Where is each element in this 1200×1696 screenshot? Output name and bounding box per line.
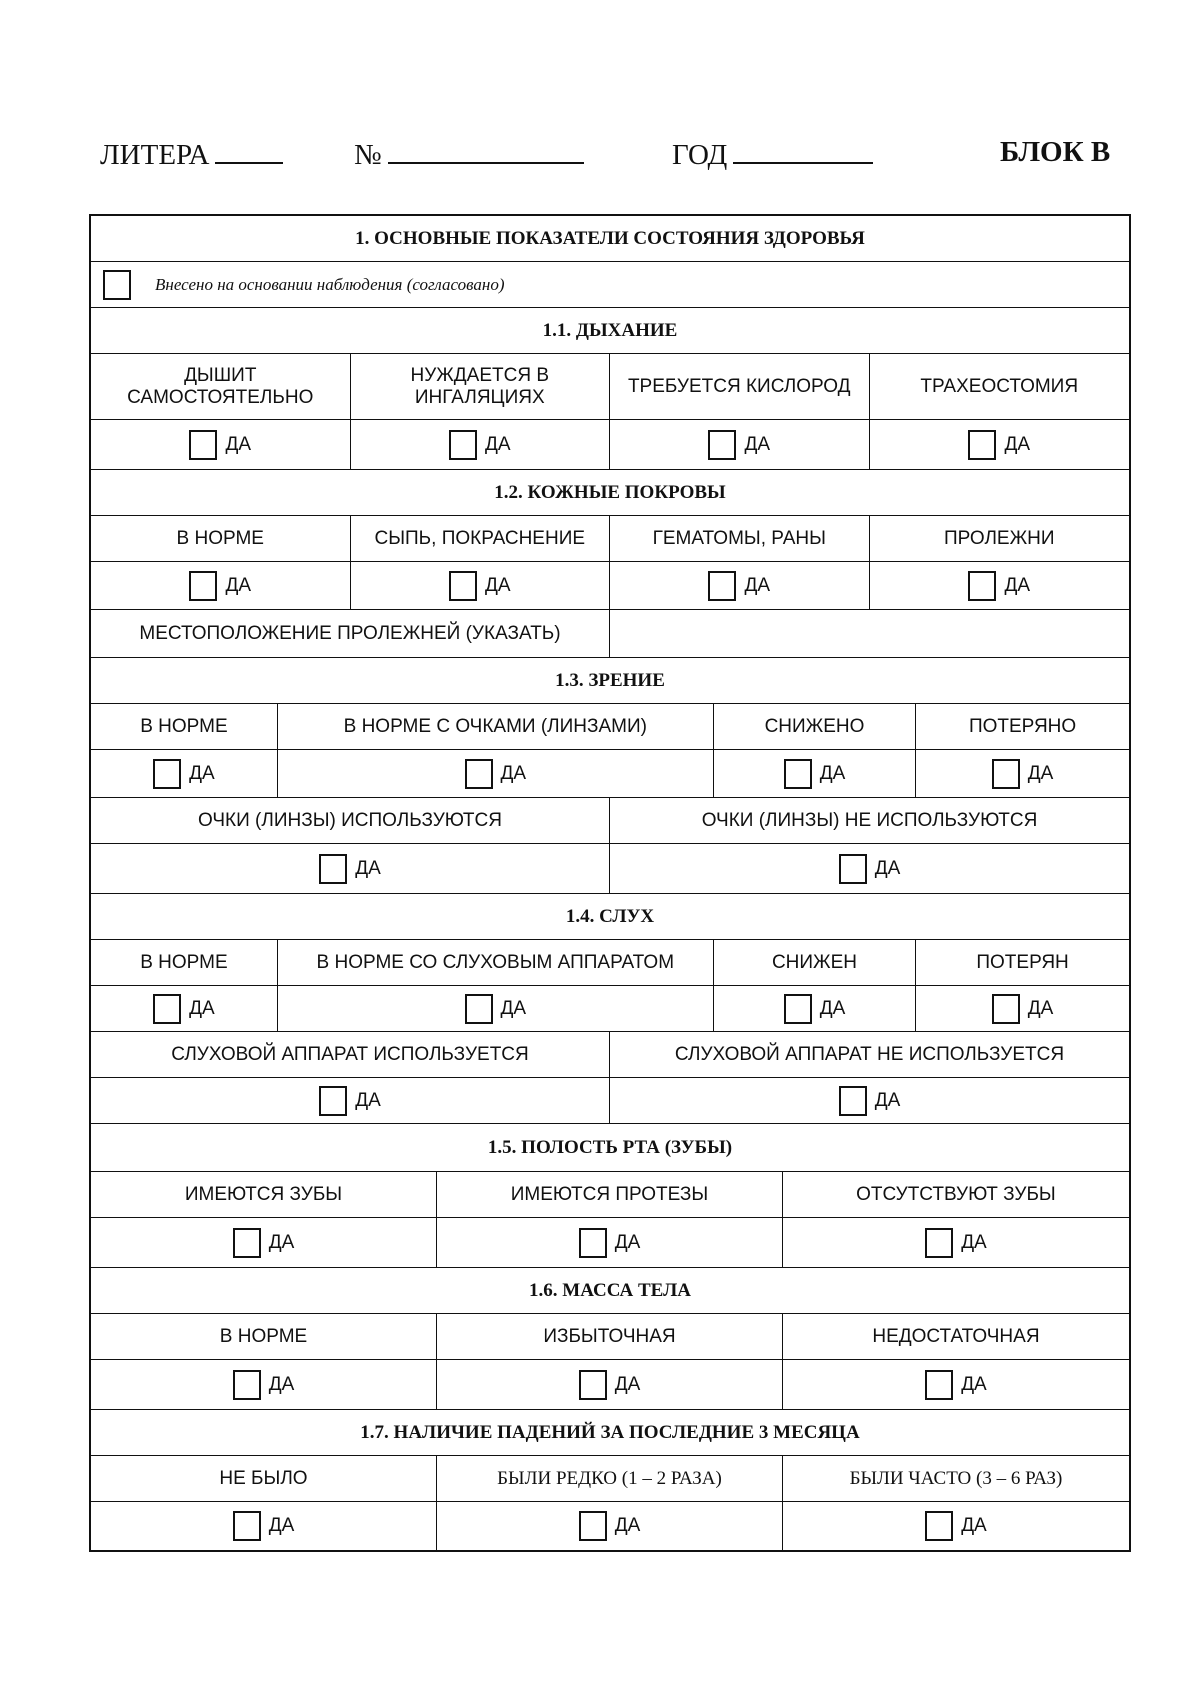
- checkbox-cell: [91, 1502, 437, 1550]
- checkbox[interactable]: [708, 430, 736, 460]
- hearing-title-row: [91, 894, 1129, 940]
- glasses-checkbox-row: [91, 844, 1129, 894]
- weight-option: НЕДОСТАТОЧНАЯ: [872, 1325, 1040, 1347]
- litera-input-line[interactable]: [215, 136, 283, 164]
- yes-label: ДА: [268, 1373, 295, 1395]
- hearing-option: ПОТЕРЯН: [976, 951, 1069, 973]
- yes-label: ДА: [874, 857, 901, 879]
- vision-title: 1.3. ЗРЕНИЕ: [555, 669, 665, 691]
- checkbox[interactable]: [708, 571, 736, 601]
- checkbox-cell: [91, 1078, 610, 1123]
- hearing-option: СНИЖЕН: [714, 940, 916, 985]
- hearing-checkbox-row: [91, 986, 1129, 1032]
- yes-label: ДА: [500, 997, 527, 1019]
- falls-options-row: [91, 1456, 1129, 1502]
- yes-label: ДА: [874, 1089, 901, 1111]
- checkbox[interactable]: [319, 854, 347, 884]
- checkbox[interactable]: [839, 1086, 867, 1116]
- checkbox-cell: [91, 562, 351, 609]
- breathing-option: ТРЕБУЕТСЯ КИСЛОРОД: [610, 354, 870, 419]
- checkbox-cell: [870, 420, 1130, 469]
- weight-option: ИЗБЫТОЧНАЯ: [437, 1314, 783, 1359]
- skin-option: ПРОЛЕЖНИ: [943, 527, 1055, 549]
- checkbox-cell: [437, 1218, 783, 1267]
- checkbox[interactable]: [233, 1228, 261, 1258]
- yes-label: ДА: [961, 1373, 987, 1395]
- observation-note-text: Внесено на основании наблюдения (согласовано): [155, 274, 505, 294]
- litera-field: [100, 136, 283, 172]
- vision-option: СНИЖЕНО: [714, 704, 916, 749]
- weight-option: В НОРМЕ: [91, 1314, 437, 1359]
- falls-title-row: [91, 1410, 1129, 1456]
- ulcer-location-row: [91, 610, 1129, 658]
- skin-option: В НОРМЕ: [91, 516, 351, 561]
- yes-label: ДА: [268, 1515, 295, 1537]
- falls-option: НЕ БЫЛО: [91, 1456, 437, 1501]
- yes-label: ДА: [225, 433, 252, 455]
- yes-label: ДА: [819, 762, 846, 784]
- glasses-usage-row: [91, 798, 1129, 844]
- number-input-line[interactable]: [388, 136, 584, 164]
- yes-label: ДА: [355, 1089, 381, 1111]
- hearing-option: В НОРМЕ: [91, 940, 278, 985]
- checkbox[interactable]: [925, 1228, 953, 1258]
- year-field: [672, 136, 873, 172]
- observation-checkbox[interactable]: [103, 270, 131, 300]
- skin-checkbox-row: [91, 562, 1129, 610]
- checkbox[interactable]: [784, 759, 812, 789]
- skin-title-row: [91, 470, 1129, 516]
- weight-checkbox-row: [91, 1360, 1129, 1410]
- checkbox[interactable]: [233, 1511, 261, 1541]
- section-title-row: [91, 216, 1129, 262]
- checkbox[interactable]: [465, 759, 493, 789]
- vision-option: ПОТЕРЯНО: [968, 715, 1077, 737]
- yes-label: ДА: [1004, 574, 1031, 596]
- hearing-aid-usage-option: СЛУХОВОЙ АППАРАТ НЕ ИСПОЛЬЗУЕТСЯ: [674, 1043, 1065, 1065]
- checkbox-cell: [714, 750, 916, 797]
- ulcer-location-input[interactable]: [610, 610, 1129, 657]
- checkbox-cell: [351, 562, 611, 609]
- checkbox-cell: [91, 986, 278, 1031]
- glasses-usage-option: ОЧКИ (ЛИНЗЫ) ИСПОЛЬЗУЮТСЯ: [91, 798, 610, 843]
- checkbox-cell: [783, 1218, 1129, 1267]
- vision-option: В НОРМЕ: [91, 704, 278, 749]
- checkbox-cell: [714, 986, 916, 1031]
- checkbox[interactable]: [784, 994, 812, 1024]
- litera-label: ЛИТЕРА: [100, 139, 210, 171]
- mouth-option: ИМЕЮТСЯ ЗУБЫ: [91, 1172, 437, 1217]
- yes-label: ДА: [484, 433, 511, 455]
- skin-options-row: [91, 516, 1129, 562]
- checkbox-cell: [437, 1502, 783, 1550]
- hearing-options-row: [91, 940, 1129, 986]
- mouth-checkbox-row: [91, 1218, 1129, 1268]
- yes-label: ДА: [1027, 997, 1054, 1019]
- checkbox-cell: [278, 986, 714, 1031]
- breathing-title: 1.1. ДЫХАНИЕ: [542, 319, 678, 341]
- breathing-title-row: [91, 308, 1129, 354]
- yes-label: ДА: [819, 997, 846, 1019]
- checkbox[interactable]: [153, 759, 181, 789]
- form-header: [100, 136, 1120, 186]
- hearing-aid-checkbox-row: [91, 1078, 1129, 1124]
- observation-note: [91, 262, 1129, 307]
- breathing-option: ДЫШИТ САМОСТОЯТЕЛЬНО: [91, 354, 351, 419]
- mouth-title: 1.5. ПОЛОСТЬ РТА (ЗУБЫ): [487, 1136, 733, 1158]
- skin-option: ГЕМАТОМЫ, РАНЫ: [610, 516, 870, 561]
- breathing-option: НУЖДАЕТСЯ В ИНГАЛЯЦИЯХ: [351, 354, 611, 419]
- vision-option: В НОРМЕ С ОЧКАМИ (ЛИНЗАМИ): [278, 704, 714, 749]
- breathing-option: ТРАХЕОСТОМИЯ: [920, 375, 1079, 397]
- falls-checkbox-row: [91, 1502, 1129, 1550]
- yes-label: ДА: [961, 1515, 987, 1537]
- checkbox[interactable]: [449, 430, 477, 460]
- vision-options-row: [91, 704, 1129, 750]
- checkbox-cell: [91, 1360, 437, 1409]
- weight-options-row: [91, 1314, 1129, 1360]
- yes-label: ДА: [961, 1231, 987, 1253]
- breathing-checkbox-row: [91, 420, 1129, 470]
- checkbox-cell: [610, 1078, 1129, 1123]
- checkbox-cell: [916, 986, 1129, 1031]
- yes-label: ДА: [355, 857, 381, 879]
- yes-label: ДА: [744, 433, 771, 455]
- checkbox[interactable]: [189, 571, 217, 601]
- falls-option: БЫЛИ РЕДКО (1 – 2 РАЗА): [437, 1456, 783, 1501]
- checkbox[interactable]: [839, 854, 867, 884]
- weight-title-row: [91, 1268, 1129, 1314]
- block-label: БЛОК В: [1000, 136, 1111, 168]
- mouth-title-row: [91, 1124, 1129, 1172]
- checkbox[interactable]: [233, 1370, 261, 1400]
- mouth-option: ИМЕЮТСЯ ПРОТЕЗЫ: [437, 1172, 783, 1217]
- checkbox-cell: [870, 562, 1130, 609]
- checkbox[interactable]: [925, 1370, 953, 1400]
- checkbox-cell: [91, 750, 278, 797]
- checkbox[interactable]: [449, 571, 477, 601]
- checkbox-cell: [91, 420, 351, 469]
- year-label: ГОД: [672, 139, 728, 171]
- ulcer-location-label: МЕСТОПОЛОЖЕНИЕ ПРОЛЕЖНЕЙ (УКАЗАТЬ): [91, 610, 610, 657]
- weight-title: 1.6. МАССА ТЕЛА: [529, 1279, 691, 1301]
- health-form-table: [89, 214, 1131, 1552]
- hearing-aid-usage-row: [91, 1032, 1129, 1078]
- vision-title-row: [91, 658, 1129, 704]
- checkbox[interactable]: [579, 1370, 607, 1400]
- yes-label: ДА: [614, 1373, 641, 1395]
- checkbox[interactable]: [579, 1511, 607, 1541]
- yes-label: ДА: [484, 574, 511, 596]
- yes-label: ДА: [744, 574, 771, 596]
- checkbox-cell: [783, 1360, 1129, 1409]
- falls-title: 1.7. НАЛИЧИЕ ПАДЕНИЙ ЗА ПОСЛЕДНИЕ 3 МЕСЯЦА: [360, 1421, 860, 1443]
- glasses-usage-option: ОЧКИ (ЛИНЗЫ) НЕ ИСПОЛЬЗУЮТСЯ: [701, 809, 1038, 831]
- checkbox[interactable]: [992, 759, 1020, 789]
- checkbox-cell: [351, 420, 611, 469]
- checkbox[interactable]: [925, 1511, 953, 1541]
- yes-label: ДА: [614, 1231, 641, 1253]
- checkbox[interactable]: [968, 430, 996, 460]
- yes-label: ДА: [189, 762, 215, 784]
- number-label: №: [354, 139, 382, 171]
- number-field: [354, 136, 584, 172]
- hearing-title: 1.4. СЛУХ: [565, 905, 655, 927]
- breathing-options-row: [91, 354, 1129, 420]
- checkbox-cell: [610, 562, 870, 609]
- yes-label: ДА: [1027, 762, 1054, 784]
- yes-label: ДА: [268, 1231, 295, 1253]
- checkbox-cell: [783, 1502, 1129, 1550]
- yes-label: ДА: [614, 1515, 641, 1537]
- yes-label: ДА: [189, 997, 215, 1019]
- checkbox-cell: [916, 750, 1129, 797]
- mouth-option: ОТСУТСТВУЮТ ЗУБЫ: [856, 1183, 1056, 1205]
- checkbox[interactable]: [319, 1086, 347, 1116]
- hearing-option: В НОРМЕ СО СЛУХОВЫМ АППАРАТОМ: [278, 940, 714, 985]
- section-title: 1. ОСНОВНЫЕ ПОКАЗАТЕЛИ СОСТОЯНИЯ ЗДОРОВЬЯ: [355, 227, 865, 249]
- hearing-aid-usage-option: СЛУХОВОЙ АППАРАТ ИСПОЛЬЗУЕТСЯ: [91, 1032, 610, 1077]
- vision-checkbox-row: [91, 750, 1129, 798]
- checkbox[interactable]: [153, 994, 181, 1024]
- skin-title: 1.2. КОЖНЫЕ ПОКРОВЫ: [494, 481, 726, 503]
- checkbox-cell: [610, 420, 870, 469]
- checkbox[interactable]: [579, 1228, 607, 1258]
- checkbox[interactable]: [992, 994, 1020, 1024]
- checkbox-cell: [91, 1218, 437, 1267]
- checkbox[interactable]: [465, 994, 493, 1024]
- mouth-options-row: [91, 1172, 1129, 1218]
- checkbox-cell: [91, 844, 610, 893]
- yes-label: ДА: [500, 762, 527, 784]
- checkbox[interactable]: [189, 430, 217, 460]
- checkbox-cell: [437, 1360, 783, 1409]
- checkbox-cell: [610, 844, 1129, 893]
- checkbox[interactable]: [968, 571, 996, 601]
- year-input-line[interactable]: [733, 136, 873, 164]
- yes-label: ДА: [1004, 433, 1031, 455]
- checkbox-cell: [278, 750, 714, 797]
- skin-option: СЫПЬ, ПОКРАСНЕНИЕ: [351, 516, 611, 561]
- yes-label: ДА: [225, 574, 252, 596]
- falls-option: БЫЛИ ЧАСТО (3 – 6 РАЗ): [849, 1467, 1063, 1489]
- observation-note-row: [91, 262, 1129, 308]
